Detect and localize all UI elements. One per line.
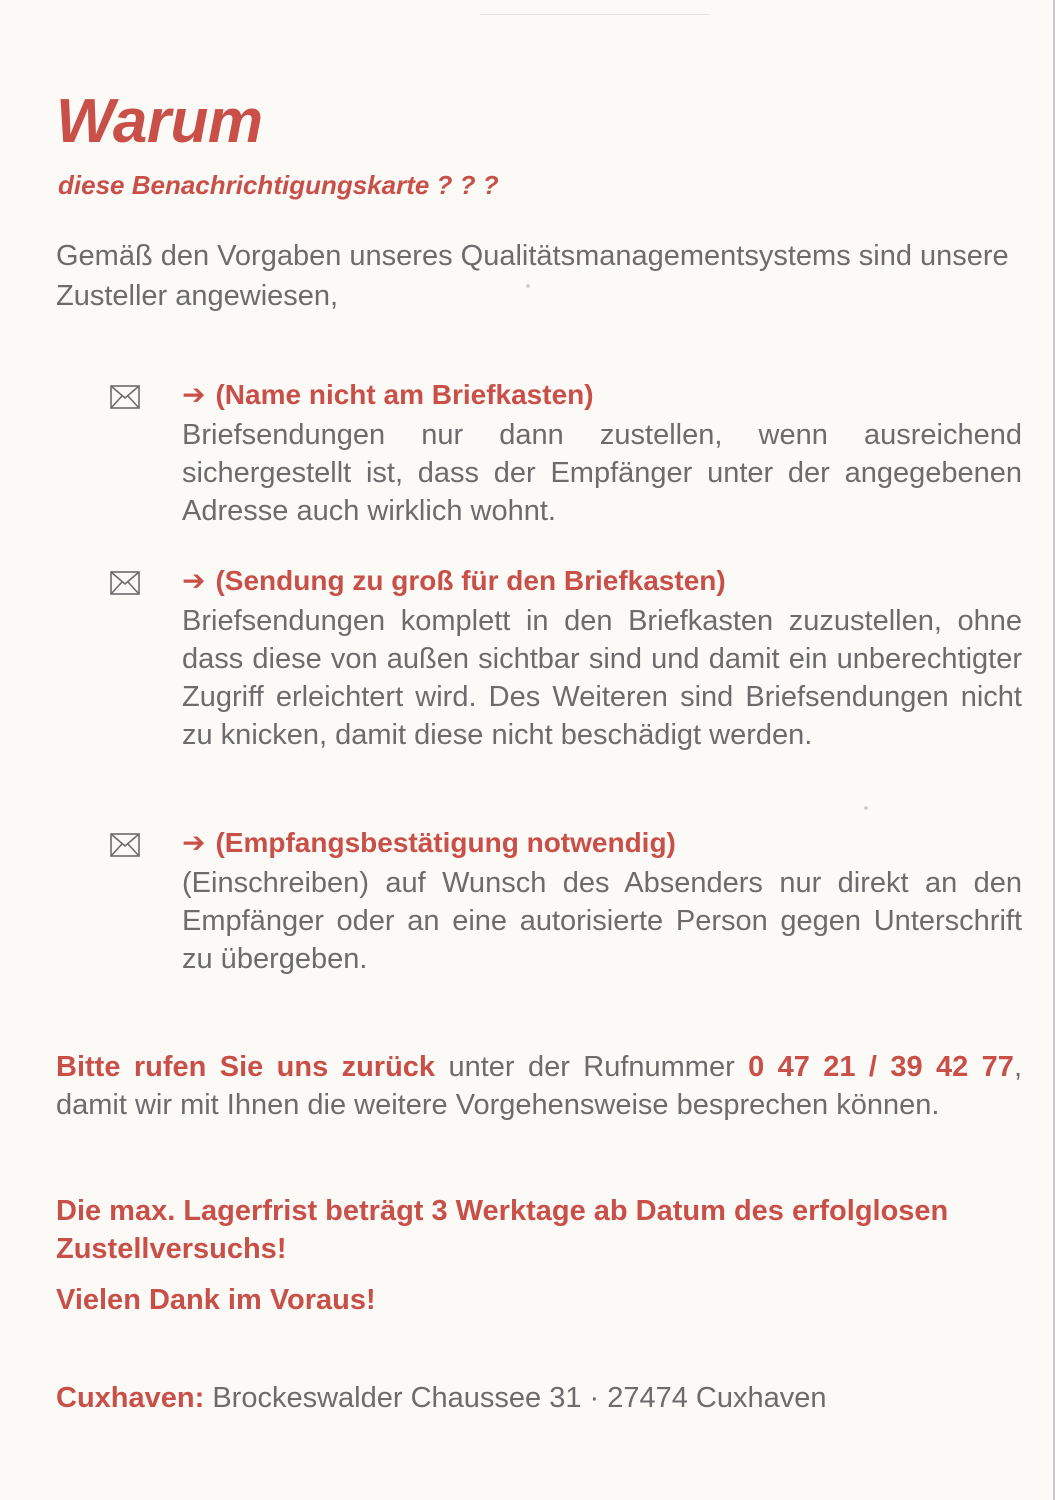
reason-heading <box>182 564 726 597</box>
scan-speck <box>864 806 868 810</box>
envelope-icon <box>110 385 140 409</box>
reason-heading <box>182 826 676 859</box>
phone-number: 0 47 21 / 39 42 77 <box>748 1051 1014 1083</box>
reason-body: Briefsendungen komplett in den Briefkasten zuzustellen, ohne dass diese von außen sichtbar sind und damit ein unberechtigter Zugriff erleichtert wird. Des Weiteren sind Briefsendungen nicht zu knicken, damit diese nicht beschädigt werden. <box>182 605 1022 751</box>
card-subtitle: diese Benachrichtigungskarte ? ? ? <box>58 170 499 200</box>
reason-heading-text: (Empfangsbestätigung notwendig) <box>215 827 676 858</box>
address-line <box>56 1382 827 1415</box>
address-label: Cuxhaven: <box>56 1382 205 1414</box>
arrow-right-icon: ➔ <box>182 565 206 596</box>
envelope-icon <box>110 571 140 595</box>
reason-heading-text: (Sendung zu groß für den Briefkasten) <box>215 565 726 596</box>
card-title: Warum <box>56 87 263 156</box>
intro-text: Gemäß den Vorgaben unseres Qualitätsmanagementsystems sind unsere Zusteller angewiesen, <box>56 240 1009 312</box>
reason-body: (Einschreiben) auf Wunsch des Absenders nur direkt an den Empfänger oder an eine autorisierte Person gegen Unterschrift zu übergeben. <box>182 867 1022 975</box>
callback-tail: , damit wir mit Ihnen die weitere Vorgehensweise besprechen können. <box>56 1051 1022 1121</box>
envelope-icon <box>110 833 140 857</box>
reason-heading <box>182 378 594 411</box>
address-value: Brockeswalder Chaussee 31 · 27474 Cuxhaven <box>204 1382 827 1414</box>
storage-notice: Die max. Lagerfrist beträgt 3 Werktage ab Datum des erfolglosen Zustellversuchs! <box>56 1195 949 1265</box>
scan-artifact-line <box>480 14 710 15</box>
reason-body: Briefsendungen nur dann zustellen, wenn ausreichend sichergestellt ist, dass der Empfänger unter der angegebenen Adresse auch wirklich wohnt. <box>182 419 1022 527</box>
reason-heading-text: (Name nicht am Briefkasten) <box>215 379 594 410</box>
callback-middle: unter der Rufnummer <box>435 1051 749 1083</box>
arrow-right-icon: ➔ <box>182 827 206 858</box>
arrow-right-icon: ➔ <box>182 379 206 410</box>
callback-paragraph <box>56 1048 1022 1124</box>
thanks-text: Vielen Dank im Voraus! <box>56 1284 376 1316</box>
callback-lead: Bitte rufen Sie uns zurück <box>56 1051 436 1083</box>
